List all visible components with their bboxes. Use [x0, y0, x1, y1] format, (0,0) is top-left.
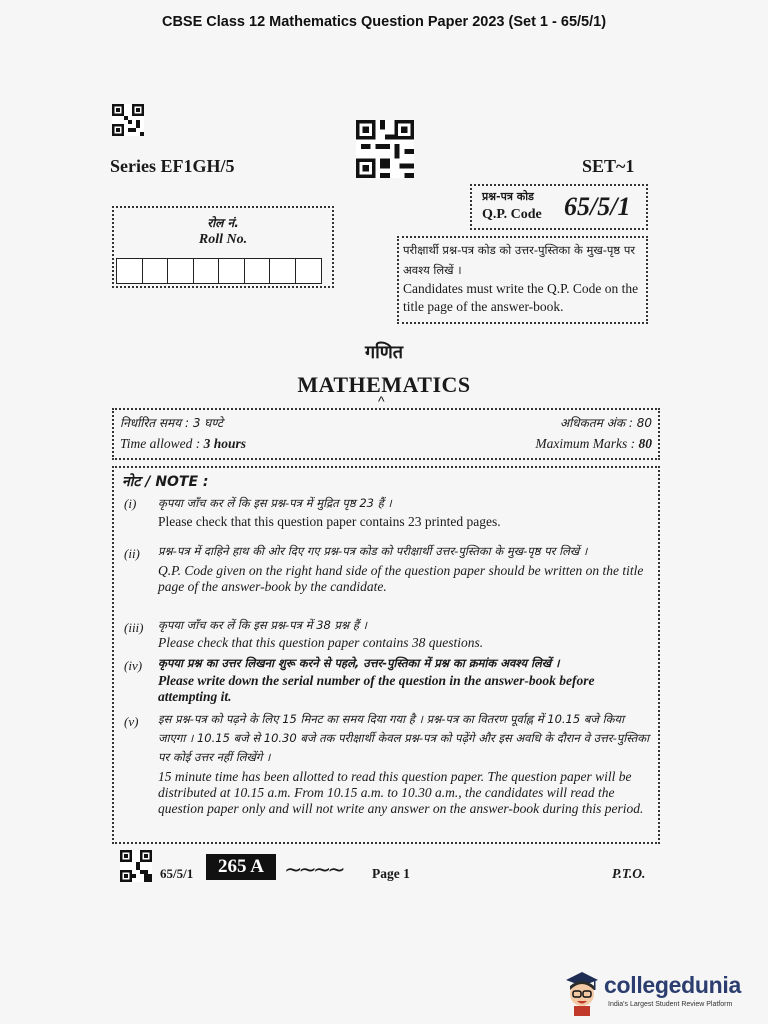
roll-number-cell[interactable]	[244, 258, 271, 284]
footer-qr-code	[120, 850, 152, 882]
note-title: नोट / NOTE :	[122, 474, 209, 490]
candidate-instruction-hindi: परीक्षार्थी प्रश्न-पत्र कोड को उत्तर-पुस्तिका के मुख-पृष्ठ पर अवश्य लिखें ।	[403, 243, 636, 277]
note-item-hindi: कृपया जाँच कर लें कि इस प्रश्न-पत्र में 38 प्रश्न हैं ।	[158, 618, 367, 632]
maximum-marks-hindi: अधिकतम अंक : 80	[559, 416, 652, 430]
note-item-hindi: प्रश्न-पत्र में दाहिने हाथ की ओर दिए गए प्रश्न-पत्र कोड को परीक्षार्थी उत्तर-पुस्तिका के मुख-पृष्ठ पर लिखें ।	[158, 544, 588, 558]
maximum-marks-label: Maximum Marks :	[535, 436, 639, 451]
roll-number-cell[interactable]	[269, 258, 296, 284]
maximum-marks	[535, 436, 652, 452]
roll-label-hindi: रोल नं.	[207, 216, 239, 230]
center-qr-code	[356, 120, 414, 178]
candidate-instruction: Candidates must write the Q.P. Code on the title page of the answer-book.	[403, 281, 639, 314]
qp-code-box	[470, 184, 648, 230]
note-item-number: (v)	[124, 714, 139, 729]
note-item-number: (iii)	[124, 620, 144, 635]
brand-name: collegedunia	[604, 972, 741, 998]
series-label: Series EF1GH/5	[110, 156, 235, 176]
document-title: CBSE Class 12 Mathematics Question Paper 2023 (Set 1 - 65/5/1)	[161, 14, 607, 30]
small-qr-code	[112, 104, 144, 136]
qp-code-value: 65/5/1	[564, 192, 631, 221]
time-allowed-label: Time allowed :	[120, 436, 204, 451]
footer-badge: 265 A	[206, 854, 276, 880]
roll-number-box	[112, 206, 334, 288]
caret-mark: ^	[378, 393, 385, 409]
note-item	[158, 710, 650, 817]
note-item	[158, 616, 650, 651]
note-item	[158, 654, 650, 705]
roll-label: Roll No.	[198, 232, 248, 247]
roll-number-cell[interactable]	[142, 258, 169, 284]
note-item-number: (i)	[124, 496, 137, 511]
note-item	[158, 494, 650, 530]
collegedunia-logo[interactable]	[560, 964, 740, 1018]
note-item-number: (iv)	[124, 658, 143, 673]
roll-number-cell[interactable]	[193, 258, 220, 284]
note-item-hindi: कृपया प्रश्न का उत्तर लिखना शुरू करने से पहले, उत्तर-पुस्तिका में प्रश्न का क्रमांक अवश्य लिखें ।	[158, 656, 560, 670]
roll-number-cell[interactable]	[218, 258, 245, 284]
note-item-english: 15 minute time has been allotted to read this question paper. The question paper will be distributed at 10.15 a.m. From 10.15 a.m. to 10.30 a.m., the candidates will read the question paper only and will not write any answer on the answer-book during this period.	[158, 769, 644, 816]
qp-code-label: Q.P. Code	[482, 207, 542, 222]
note-item-english: Please write down the serial number of the question in the answer-book before attempting it.	[158, 673, 595, 704]
time-allowed-hindi: निर्धारित समय : 3 घण्टे	[120, 416, 224, 430]
note-item	[158, 542, 650, 595]
subject-title-hindi: गणित	[364, 342, 404, 363]
note-item-english: Please check that this question paper contains 23 printed pages.	[158, 514, 501, 529]
mascot-icon	[560, 966, 604, 1016]
note-item-hindi: इस प्रश्न-पत्र को पढ़ने के लिए 15 मिनट का समय दिया गया है । प्रश्न-पत्र का वितरण पूर्वाह्न में 10.15 बजे किया जाएगा । 10.15 बजे से 10.30 बजे तक परीक्षार्थी केवल प्रश्न-पत्र को पढ़ेंगे और इस अवधि के दौरान वे उत्तर-पुस्तिका पर कोई उत्तर नहीं लिखेंगे ।	[158, 712, 650, 764]
set-label: SET~1	[582, 156, 635, 176]
tilde-mark: ~~~~	[284, 858, 342, 883]
maximum-marks-value: 80	[638, 436, 652, 451]
note-item-number: (ii)	[124, 546, 140, 561]
roll-number-cells	[116, 258, 320, 284]
page-number: Page 1	[372, 866, 410, 881]
qp-code-label-hindi: प्रश्न-पत्र कोड	[482, 190, 534, 203]
footer-qp-code: 65/5/1	[160, 866, 194, 881]
roll-number-cell[interactable]	[116, 258, 143, 284]
subject-title: MATHEMATICS	[297, 372, 471, 397]
note-item-english: Q.P. Code given on the right hand side of the question paper should be written on the title page of the answer-book by the candidate.	[158, 563, 644, 594]
roll-number-cell[interactable]	[295, 258, 322, 284]
time-marks-box	[112, 408, 660, 460]
roll-number-cell[interactable]	[167, 258, 194, 284]
brand-tagline: India's Largest Student Review Platform	[608, 1001, 733, 1008]
time-allowed	[120, 436, 246, 452]
pto-label: P.T.O.	[612, 866, 646, 881]
note-item-hindi: कृपया जाँच कर लें कि इस प्रश्न-पत्र में मुद्रित पृष्ठ 23 हैं ।	[158, 496, 392, 510]
note-box	[112, 466, 660, 844]
time-allowed-value: 3 hours	[203, 436, 247, 451]
candidate-instruction-box	[397, 236, 648, 324]
note-item-english: Please check that this question paper contains 38 questions.	[158, 635, 484, 650]
